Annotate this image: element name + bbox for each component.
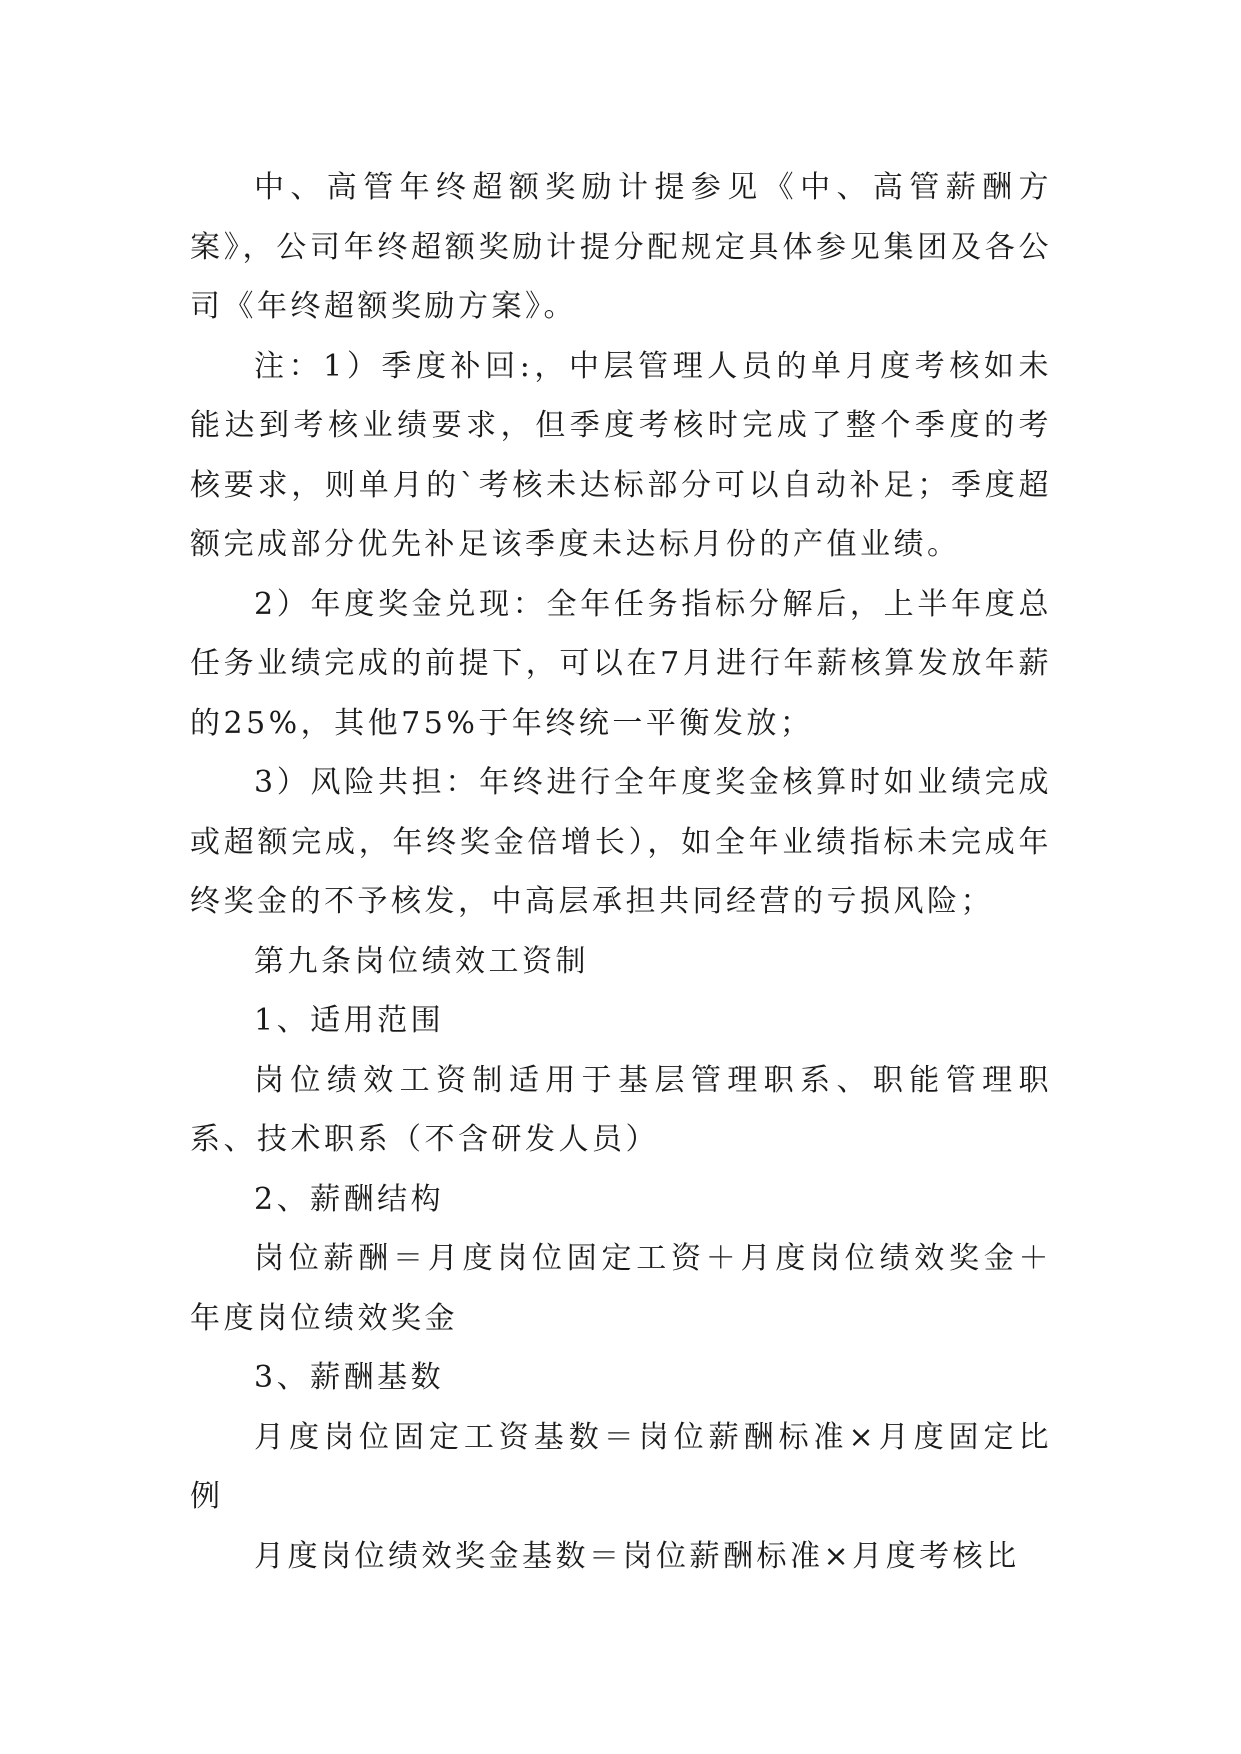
paragraph-scope: 岗位绩效工资制适用于基层管理职系、职能管理职系、技术职系（不含研发人员） bbox=[190, 1062, 1052, 1157]
paragraph-annual-bonus: 2）年度奖金兑现：全年任务指标分解后，上半年度总任务业绩完成的前提下，可以在7月进行年薪核算发放年薪的25%，其他75%于年终统一平衡发放； bbox=[190, 586, 1052, 741]
paragraph-fixed-base: 月度岗位固定工资基数＝岗位薪酬标准×月度固定比例 bbox=[190, 1419, 1052, 1514]
paragraph-note-quarterly: 注：1）季度补回:，中层管理人员的单月度考核如未能达到考核业绩要求，但季度考核时完成了整个季度的考核要求，则单月的`考核未达标部分可以自动补足；季度超额完成部分优先补足该季度未达标月份的产值业绩。 bbox=[190, 348, 1052, 562]
paragraph-performance-base: 月度岗位绩效奖金基数＝岗位薪酬标准×月度考核比 bbox=[254, 1538, 1020, 1574]
section-heading-structure: 2、薪酬结构 bbox=[254, 1181, 445, 1217]
document-body bbox=[190, 158, 1052, 1586]
article-heading: 第九条岗位绩效工资制 bbox=[254, 943, 589, 979]
paragraph-incentive-reference: 中、高管年终超额奖励计提参见《中、高管薪酬方案》，公司年终超额奖励计提分配规定具体参见集团及各公司《年终超额奖励方案》。 bbox=[190, 170, 1052, 324]
section-heading-scope: 1、适用范围 bbox=[254, 1003, 445, 1038]
paragraph-risk-sharing: 3）风险共担：年终进行全年度奖金核算时如业绩完成或超额完成，年终奖金倍增长），如全年业绩指标未完成年终奖金的不予核发，中高层承担共同经营的亏损风险； bbox=[190, 765, 1052, 919]
section-heading-base: 3、薪酬基数 bbox=[254, 1360, 445, 1395]
paragraph-structure: 岗位薪酬＝月度岗位固定工资＋月度岗位绩效奖金＋年度岗位绩效奖金 bbox=[190, 1241, 1052, 1336]
